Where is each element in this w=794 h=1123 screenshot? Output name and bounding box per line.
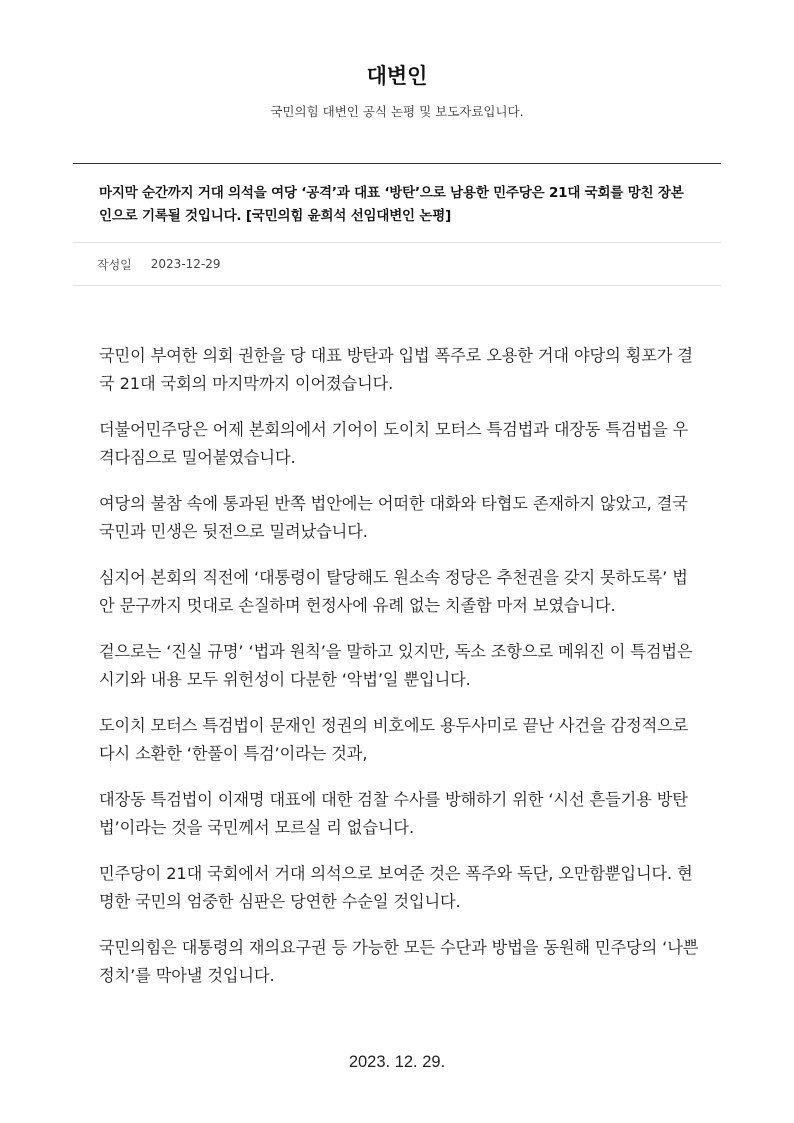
site-subtitle: 국민의힘 대변인 공식 논평 및 보도자료입니다. [270,104,524,119]
article-meta [73,242,721,286]
body-paragraph: 여당의 불참 속에 통과된 반쪽 법안에는 어떠한 대화와 타협도 존재하지 않았고, 결국 국민과 민생은 뒷전으로 밀려났습니다. [99,494,688,541]
body-paragraph: 국민이 부여한 의회 권한을 당 대표 방탄과 입법 폭주로 오용한 거대 야당의 횡포가 결국 21대 국회의 마지막까지 이어졌습니다. [99,346,693,393]
body-paragraph: 대장동 특검법이 이재명 대표에 대한 검찰 수사를 방해하기 위한 ‘시선 흔들기용 방탄법’이라는 것을 국민께서 모르실 리 없습니다. [99,790,688,837]
body-paragraph: 더불어민주당은 어제 본회의에서 기어이 도이치 모터스 특검법과 대장동 특검법을 우격다짐으로 밀어붙였습니다. [99,420,689,467]
date-value: 2023-12-29 [150,257,221,271]
site-title: 대변인 [366,64,428,88]
body-paragraph: 도이치 모터스 특검법이 문재인 정권의 비호에도 용두사미로 끝난 사건을 감정적으로 다시 소환한 ‘한풀이 특검’이라는 것과, [99,716,689,763]
body-paragraph: 국민의힘은 대통령의 재의요구권 등 가능한 모든 수단과 방법을 동원해 민주당의 ‘나쁜 정치’를 막아낼 것입니다. [99,938,699,985]
article-header [73,163,721,286]
body-paragraph: 심지어 본회의 직전에 ‘대통령이 탈당해도 원소속 정당은 추천권을 갖지 못하도록’ 법안 문구까지 멋대로 손질하며 헌정사에 유례 없는 치졸함 마저 보였습니다. [99,568,688,615]
body-paragraph: 겉으로는 ‘진실 규명’ ‘법과 원칙’을 말하고 있지만, 독소 조항으로 메워진 이 특검법은 시기와 내용 모두 위헌성이 다분한 ‘악법’일 뿐입니다. [99,642,693,689]
closing-date: 2023. 12. 29. [348,1053,446,1071]
date-label: 작성일 [97,257,132,272]
body-paragraph: 민주당이 21대 국회에서 거대 의석으로 보여준 것은 폭주와 독단, 오만함뿐입니다. 현명한 국민의 엄중한 심판은 당연한 수순일 것입니다. [99,864,693,911]
article-body [99,342,699,1008]
article-headline: 마지막 순간까지 거대 의석을 여당 ‘공격’과 대표 ‘방탄’으로 남용한 민주당은 21대 국회를 망친 장본인으로 기록될 것입니다. [국민의힘 윤희석 선임대변인 논평] [99,185,684,224]
